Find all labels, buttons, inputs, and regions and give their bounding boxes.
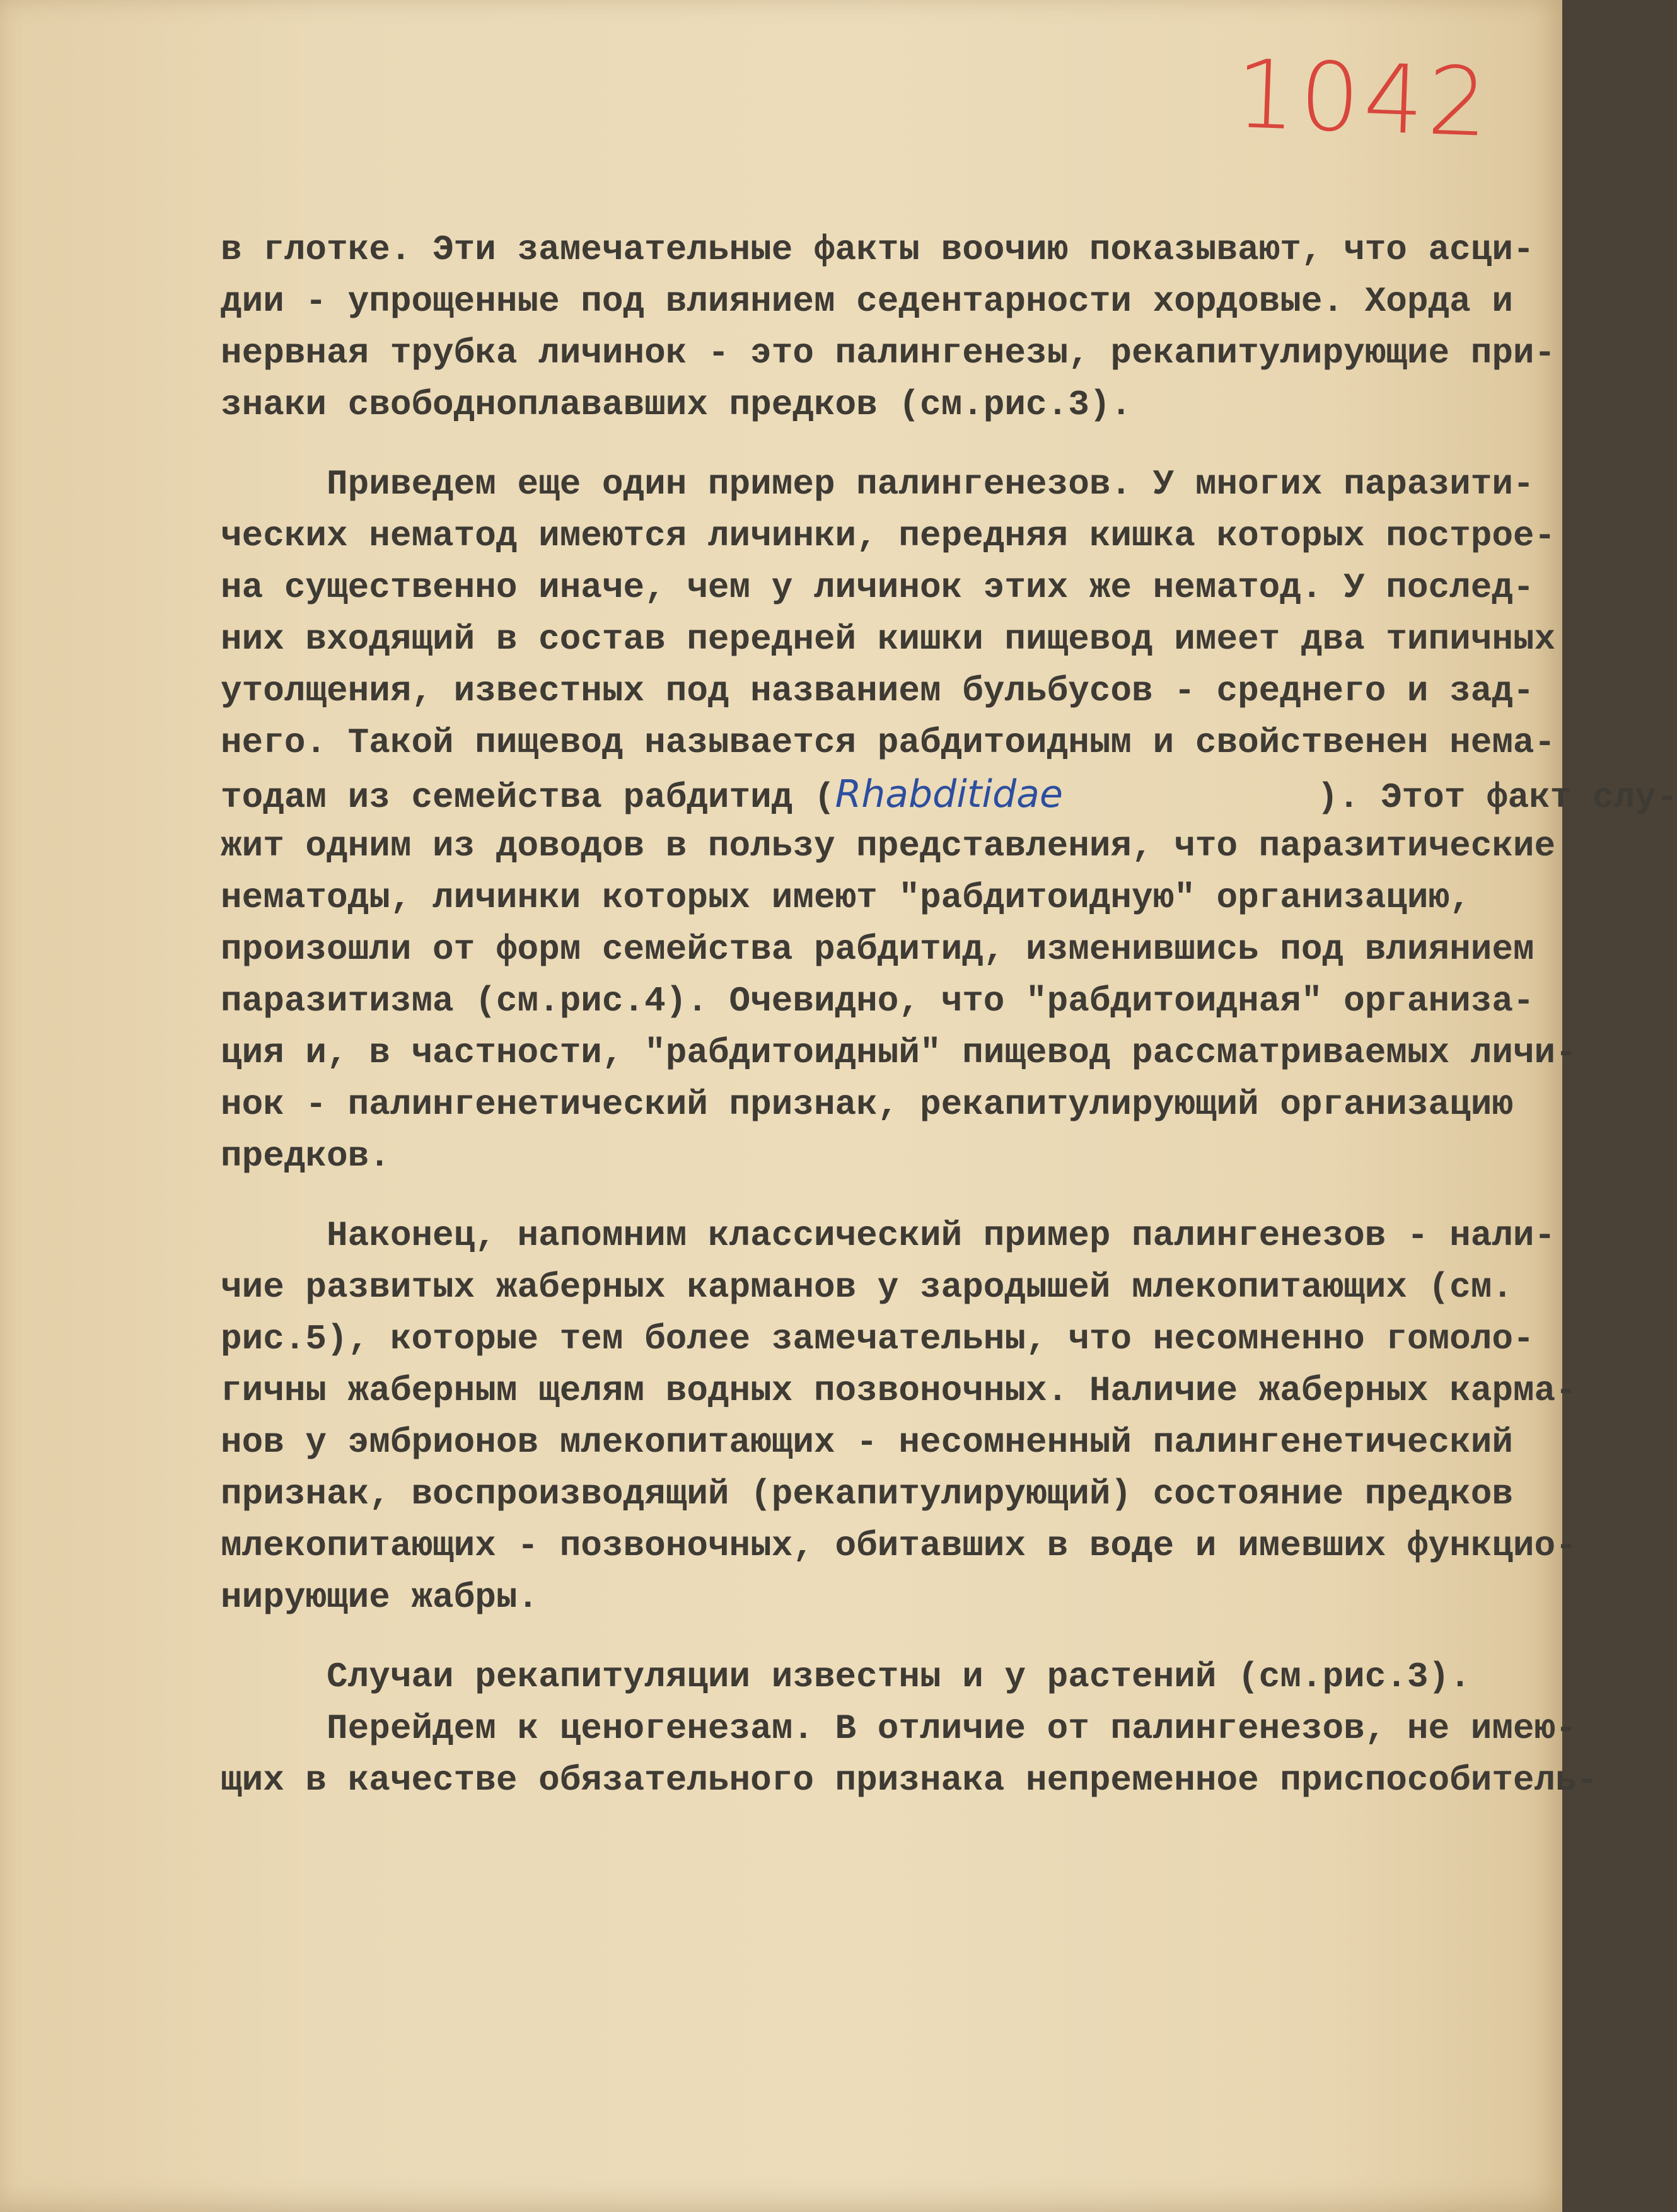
text-line: Случаи рекапитуляции известны и у растений (см.рис.3). (221, 1657, 1471, 1697)
text-line: Наконец, напомним классический пример палингенезов - нали- (221, 1215, 1556, 1256)
text-line: него. Такой пищевод называется рабдитоидным и свойственен нема- (221, 722, 1556, 763)
text-line: чие развитых жаберных карманов у зародышей млекопитающих (см. (221, 1267, 1513, 1307)
text-line: жит одним из доводов в пользу представления, что паразитические (221, 826, 1556, 866)
text-line: признак, воспроизводящий (рекапитулирующий) состояние предков (221, 1474, 1513, 1514)
page-number: 1042 (1234, 39, 1494, 159)
text-line: Перейдем к ценогенезам. В отличие от палингенезов, не имею- (221, 1708, 1577, 1749)
text-line: нов у эмбрионов млекопитающих - несомненный палингенетический (221, 1422, 1513, 1462)
text-line: на существенно иначе, чем у личинок этих же нематод. У послед- (221, 567, 1535, 608)
text-line: рис.5), которые тем более замечательны, что несомненно гомоло- (221, 1319, 1535, 1359)
text-segment: ). Этот факт слу- (1062, 777, 1677, 818)
text-line: нервная трубка личинок - это палингенезы, рекапитулирующие при- (221, 333, 1556, 373)
text-line: предков. (221, 1136, 390, 1176)
text-segment: тодам из семейства рабдитид ( (221, 777, 835, 818)
text-line: нирующие жабры. (221, 1577, 539, 1618)
text-line: ция и, в частности, "рабдитоидный" пищевод рассматриваемых личи- (221, 1033, 1577, 1073)
text-line-with-handwriting (221, 768, 1677, 820)
text-line: дии - упрощенные под влиянием седентарности хордовые. Хорда и (221, 281, 1513, 321)
text-line: нок - палингенетический признак, рекапитулирующий организацию (221, 1084, 1513, 1125)
text-line: щих в качестве обязательного признака непременное приспособитель- (221, 1760, 1598, 1800)
text-line: знаки свободноплававших предков (см.рис.3). (221, 385, 1132, 425)
text-line: Приведем еще один пример палингенезов. У многих паразити- (221, 464, 1535, 504)
text-line: млекопитающих - позвоночных, обитавших в воде и имевших функцио- (221, 1526, 1577, 1566)
handwritten-latin-name: Rhabditidae (835, 772, 1063, 816)
text-line: нематоды, личинки которых имеют "рабдитоидную" организацию, (221, 877, 1471, 918)
text-line: них входящий в состав передней кишки пищевод имеет два типичных (221, 619, 1556, 659)
text-line: паразитизма (см.рис.4). Очевидно, что "рабдитоидная" организа- (221, 981, 1535, 1021)
typed-text-body (221, 224, 1677, 1806)
text-line: гичны жаберным щелям водных позвоночных. Наличие жаберных карма- (221, 1370, 1577, 1411)
text-line: в глотке. Эти замечательные факты воочию показывают, что асци- (221, 229, 1535, 270)
text-line: утолщения, известных под названием бульбусов - среднего и зад- (221, 671, 1535, 711)
text-line: ческих нематод имеются личинки, передняя кишка которых построе- (221, 516, 1556, 556)
text-line: произошли от форм семейства рабдитид, изменившись под влиянием (221, 929, 1535, 970)
